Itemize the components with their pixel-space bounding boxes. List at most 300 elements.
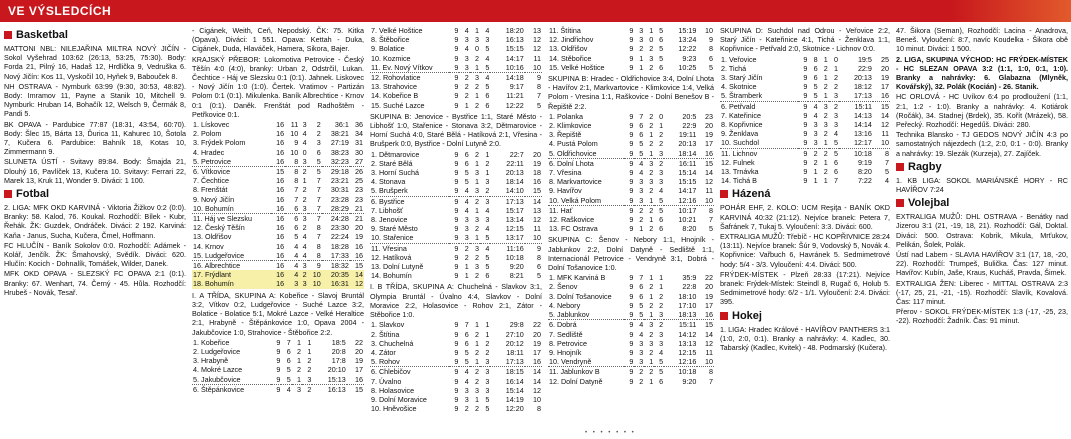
stat-cell: 2 bbox=[302, 194, 307, 204]
team-cell: 5. Oldřichovice bbox=[549, 148, 597, 158]
stat-cell: 10 bbox=[705, 195, 713, 205]
stat-cell: 1 bbox=[297, 374, 302, 384]
table-row bbox=[192, 242, 364, 251]
stat-cell: 12 bbox=[533, 44, 541, 54]
stat-cell: 9 bbox=[454, 44, 459, 54]
stat-cell: 6 bbox=[286, 356, 291, 366]
team-cell: 11. Háj ve Slezsku bbox=[192, 214, 271, 224]
team-cell: 10. Bohumín bbox=[193, 203, 234, 213]
stat-cell: 16 bbox=[276, 203, 285, 213]
stat-cell: 2 bbox=[485, 158, 490, 168]
stat-cell: 3 bbox=[464, 35, 469, 45]
stat-cell: 18:10 bbox=[678, 291, 697, 301]
stat-cell: 5 bbox=[654, 367, 664, 377]
stat-cell: 1 bbox=[639, 62, 644, 72]
stat-cell: 5 bbox=[464, 357, 469, 367]
stat-cell: 19 bbox=[705, 291, 713, 301]
stat-cell: 3 bbox=[475, 262, 480, 272]
stat-cell: 16 bbox=[276, 147, 285, 157]
stat-cell: 2 bbox=[654, 320, 664, 330]
stat-cell: 9 bbox=[454, 158, 459, 168]
team-cell: 1. MFK Karviná B bbox=[549, 273, 606, 283]
stat-cell: 1 bbox=[307, 337, 312, 347]
stat-cell: 5 bbox=[286, 374, 291, 384]
stat-cell: 15 bbox=[697, 158, 714, 168]
table-row bbox=[370, 357, 542, 367]
table-row bbox=[548, 186, 714, 195]
fotbal-results-cont bbox=[192, 26, 364, 119]
stat-cell: 3 bbox=[480, 196, 490, 206]
stat-cell: 2 bbox=[475, 100, 480, 110]
result-paragraph: EXTRALIGA ŽEN: Liberec - MITTAL OSTRAVA 2:3 (-17, 25, 21, -21, -15). Rozhodčí: Slavík, Kovalová. Čas: 117 minut. bbox=[896, 278, 1068, 307]
stat-cell: 9 bbox=[629, 35, 634, 45]
stat-cell: 11 bbox=[881, 129, 889, 139]
stat-cell: 23:30 bbox=[330, 223, 349, 233]
table-row bbox=[370, 206, 542, 215]
table-row bbox=[720, 91, 890, 101]
stat-cell: 5 bbox=[286, 365, 291, 375]
stat-cell: 18:5 bbox=[331, 337, 346, 347]
stat-cell: 6 bbox=[659, 376, 664, 386]
table-row bbox=[720, 148, 890, 158]
table-row bbox=[720, 138, 890, 148]
stat-cell: 9 bbox=[803, 138, 808, 148]
stat-cell: 3 bbox=[659, 310, 664, 320]
table-row bbox=[370, 243, 542, 253]
table-row bbox=[548, 377, 714, 386]
stat-cell: 1 bbox=[475, 357, 480, 367]
stat-cell: 16:31 bbox=[322, 279, 350, 288]
stat-cell: 6 bbox=[464, 329, 469, 339]
stat-cell: 17 bbox=[355, 365, 363, 375]
stat-cell: 1 bbox=[649, 273, 654, 283]
stat-cell: 3 bbox=[659, 329, 664, 339]
stat-cell: 2 bbox=[649, 300, 654, 310]
result-paragraph: 2. LIGA, SKUPINA VÝCHOD: HC FRÝDEK-MÍSTEK - HC SLEZAN OPAVA 3:2 (1:1, 1:0, 0:1, 1:0). Branky a nahrávky: 6. Glabazna (Mlyněk, Kovářský), 32. Polák (Kocián) - 26. Stanik. bbox=[896, 54, 1068, 92]
stat-cell: 9 bbox=[629, 121, 634, 131]
stat-cell: 1 bbox=[823, 73, 828, 83]
stat-cell: 2 bbox=[654, 158, 664, 168]
stat-cell: 3 bbox=[464, 224, 469, 234]
stat-cell: 6 bbox=[639, 130, 644, 140]
table-row bbox=[192, 338, 364, 347]
stat-cell: 16 bbox=[276, 250, 285, 260]
team-cell: 3. Frýdek Polom bbox=[193, 138, 246, 148]
stat-cell: 4 bbox=[659, 347, 664, 357]
team-cell: 12. Hatíková bbox=[371, 252, 412, 262]
table-row bbox=[370, 348, 542, 357]
stat-cell: 9 bbox=[454, 376, 459, 386]
table-row bbox=[548, 330, 714, 339]
stat-cell: 9 bbox=[803, 157, 808, 167]
stat-cell: 23:21 bbox=[330, 176, 349, 186]
stat-cell: 11 bbox=[290, 120, 299, 130]
stat-cell: 9 bbox=[803, 91, 808, 101]
stat-cell: 5 bbox=[464, 347, 469, 357]
team-cell: 8. Kopřivnice bbox=[721, 120, 763, 130]
table-row bbox=[548, 320, 714, 330]
stat-cell: 4 bbox=[833, 129, 838, 139]
stat-cell: 12:20 bbox=[505, 404, 524, 414]
stat-cell: 2 bbox=[649, 168, 654, 178]
stat-cell: 5 bbox=[485, 44, 490, 54]
stat-cell: 20 bbox=[881, 63, 889, 73]
stat-cell: 4 bbox=[285, 270, 299, 279]
table-row bbox=[192, 261, 364, 271]
table-row bbox=[548, 177, 714, 186]
stat-cell: 12 bbox=[705, 177, 713, 187]
stat-cell: 5 bbox=[833, 138, 838, 148]
stat-cell: 3 bbox=[464, 394, 469, 404]
stat-cell: 18:14 bbox=[505, 177, 524, 187]
stat-cell: 27:10 bbox=[505, 329, 524, 339]
team-cell: 14. Tichá B bbox=[721, 176, 757, 186]
stat-cell: 3 bbox=[639, 186, 644, 196]
stat-cell: 3 bbox=[485, 357, 490, 367]
stat-cell: 3 bbox=[833, 91, 838, 101]
stat-cell: 9 bbox=[798, 101, 808, 111]
stat-cell: 9 bbox=[276, 356, 281, 366]
stat-cell: 7 bbox=[639, 273, 644, 283]
stat-cell: 1 bbox=[649, 148, 654, 158]
fotbal-results bbox=[4, 203, 186, 297]
stat-cell: 15:15 bbox=[505, 44, 524, 54]
stat-cell: 5 bbox=[485, 404, 490, 414]
table-row bbox=[370, 168, 542, 177]
table-row bbox=[370, 339, 542, 348]
stat-cell: 3 bbox=[470, 243, 480, 253]
stat-cell: 12:22 bbox=[505, 100, 524, 110]
stat-cell: 16 bbox=[276, 241, 285, 251]
stat-cell: 15:11 bbox=[839, 101, 873, 111]
stat-cell: 17:13 bbox=[490, 196, 524, 206]
stat-cell: 3 bbox=[639, 195, 644, 205]
stat-cell: 9 bbox=[454, 224, 459, 234]
stat-cell: 4 bbox=[634, 158, 644, 168]
stat-cell: 1 bbox=[649, 195, 654, 205]
stat-cell: 3 bbox=[644, 320, 654, 330]
table-row bbox=[720, 167, 890, 176]
stat-cell: 1 bbox=[813, 167, 818, 177]
stat-cell: 0 bbox=[302, 147, 307, 157]
team-cell: 5. Jakubčovice bbox=[193, 374, 241, 384]
result-paragraph: Přerov - SOKOL FRÝDEK-MÍSTEK 1:3 (-17, -25, 23, -22). Rozhodčí: Žadník. Čas: 91 minut. bbox=[896, 307, 1068, 326]
stat-cell: 16 bbox=[355, 374, 363, 384]
stat-cell: 4 bbox=[302, 250, 307, 260]
stat-cell: 15 bbox=[347, 384, 364, 394]
stat-cell: 2 bbox=[297, 365, 302, 375]
stat-cell: 16:14 bbox=[505, 376, 524, 386]
stat-cell: 1 bbox=[485, 168, 490, 178]
stat-cell: 9 bbox=[624, 158, 634, 168]
stat-cell: 5 bbox=[813, 82, 818, 92]
table-row bbox=[370, 404, 542, 413]
stat-cell: 22 bbox=[533, 320, 541, 330]
team-cell: 1. Slavkov bbox=[371, 320, 405, 330]
standings-table bbox=[192, 120, 364, 289]
stat-cell: 2 bbox=[459, 243, 469, 253]
stat-cell: 2 bbox=[639, 215, 644, 225]
stat-cell: 25 bbox=[355, 176, 363, 186]
stat-cell: 9 bbox=[629, 186, 634, 196]
section-basketbal bbox=[4, 28, 186, 42]
stat-cell: 4 bbox=[302, 129, 307, 139]
stat-cell: 19 bbox=[355, 356, 363, 366]
stat-cell: 4 bbox=[302, 138, 307, 148]
table-row bbox=[192, 214, 364, 224]
table-row bbox=[720, 111, 890, 120]
stat-cell: 2 bbox=[464, 252, 469, 262]
stat-cell: 2 bbox=[644, 367, 654, 377]
stat-cell: 12 bbox=[533, 35, 541, 45]
stat-cell: 9 bbox=[454, 233, 459, 243]
stat-cell: 14:13 bbox=[853, 110, 872, 120]
section-heading: Hokej bbox=[732, 309, 762, 322]
stat-cell: 15:11 bbox=[664, 320, 697, 330]
stat-cell: 4 bbox=[480, 73, 490, 83]
team-cell: 3. Horní Suchá bbox=[371, 168, 419, 178]
team-cell: 7. Úvalno bbox=[371, 376, 402, 386]
stat-cell: 3 bbox=[659, 177, 664, 187]
table-row bbox=[548, 357, 714, 367]
stat-cell: 9 bbox=[803, 73, 808, 83]
stat-cell: 3 bbox=[659, 338, 664, 348]
team-cell: 14. Krnov bbox=[193, 241, 224, 251]
stat-cell: 13:16 bbox=[853, 129, 872, 139]
stat-cell: 7 bbox=[316, 194, 321, 204]
team-cell: 13. Dolní Lutyně bbox=[371, 262, 424, 272]
stat-cell: 9 bbox=[308, 261, 322, 271]
stat-cell: 10:18 bbox=[505, 252, 524, 262]
stat-cell: 9 bbox=[803, 82, 808, 92]
stat-cell: 6 bbox=[485, 271, 490, 281]
square-icon bbox=[896, 163, 904, 171]
stat-cell: 6 bbox=[294, 203, 299, 213]
stat-cell: 9 bbox=[294, 138, 299, 148]
stat-cell: 24:28 bbox=[322, 214, 350, 224]
stat-cell: 20:35 bbox=[322, 270, 350, 279]
stat-cell: 8 bbox=[285, 167, 299, 177]
stat-cell: 12 bbox=[705, 338, 713, 348]
stat-cell: 28:29 bbox=[330, 203, 349, 213]
stat-cell: 18:15 bbox=[490, 367, 524, 377]
stat-cell: 1 bbox=[485, 329, 490, 339]
stat-cell: 15:19 bbox=[678, 26, 697, 35]
stat-cell: 4 bbox=[294, 250, 299, 260]
stat-cell: 14:18 bbox=[490, 73, 524, 83]
team-cell: 6. Vítkovice bbox=[192, 167, 271, 177]
result-paragraph: 2. LIGA: MFK OKD KARVINÁ - Viktoria Žižkov 0:2 (0:0). Branky: 58. Kalod, 76. Koukal. Rozhodčí: Bílek - Kubr, Řehák. ŽK: Guzdek, Ondráček. Diváci: 2 192. Karviná: Kaňa - Janus, Sucha, Kučera, Čmel, Hoffmann. bbox=[4, 203, 186, 240]
stat-cell: 11:16 bbox=[490, 243, 524, 253]
section-title: VE VÝSLEDCÍCH bbox=[8, 4, 112, 18]
stat-cell: 21 bbox=[350, 214, 364, 224]
table-row bbox=[720, 158, 890, 167]
team-cell: 17. Frýdlant bbox=[192, 270, 271, 279]
stat-cell: 16 bbox=[705, 310, 713, 320]
stat-cell: 16 bbox=[276, 138, 285, 148]
stat-cell: 5 bbox=[659, 195, 664, 205]
team-cell: 13. Oldřišov bbox=[193, 232, 232, 242]
stat-cell: 9 bbox=[276, 365, 281, 375]
table-row bbox=[370, 253, 542, 262]
stat-cell: 9 bbox=[454, 149, 459, 159]
stat-cell: 16 bbox=[276, 223, 285, 233]
stat-cell: 11:21 bbox=[506, 91, 524, 101]
result-paragraph: POHÁR EHF, 2. KOLO: UCM Reşiţa - BANÍK OKD KARVINÁ 40:32 (21:12). Nejvíce branek: Petera 7, Šafránek 7, Tukaj 5. Vyloučení: 3:3. Diváci: 600. bbox=[720, 203, 890, 231]
stat-cell: 8 bbox=[316, 223, 321, 233]
team-cell: 6. Petřvald bbox=[720, 101, 798, 111]
team-cell: 1. Kobeřice bbox=[193, 337, 230, 347]
stat-cell: 1 bbox=[649, 215, 654, 225]
team-cell: 8. Markvartovice bbox=[549, 177, 602, 187]
stat-cell: 2 bbox=[475, 82, 480, 92]
stat-cell: 1 bbox=[813, 176, 818, 186]
stat-cell: 9 bbox=[454, 262, 459, 272]
stat-cell: 2 bbox=[299, 167, 307, 177]
stat-cell: 11 bbox=[533, 224, 541, 234]
result-paragraph: I. B TŘÍDA, SKUPINA A: Chuchelná - Slavkov 3:1, Olympia Bruntál - Úvalno 4:4, Slavkov - Dolní Moravice 2:2, Holasovice - Rohov 2:1, Zátor - Stěbořice 1:0. bbox=[370, 282, 542, 320]
stat-cell: 10:18 bbox=[839, 148, 873, 158]
stat-cell: 14 bbox=[881, 110, 889, 120]
stat-cell: 1 bbox=[302, 176, 307, 186]
stat-cell: 6 bbox=[485, 100, 490, 110]
team-cell: 6. Štěpánkovice bbox=[192, 384, 271, 394]
stat-cell: 6 bbox=[464, 158, 469, 168]
team-cell: 2. Polom bbox=[193, 129, 222, 139]
table-row bbox=[370, 54, 542, 63]
stat-cell: 6 bbox=[833, 157, 838, 167]
stat-cell: 1 bbox=[475, 91, 480, 101]
stat-cell: 5 bbox=[639, 310, 644, 320]
stat-cell: 9 bbox=[624, 320, 634, 330]
table-row bbox=[548, 168, 714, 177]
team-cell: 8. Štěbořice bbox=[371, 35, 410, 45]
standings-table bbox=[370, 26, 542, 110]
stat-cell: 3 bbox=[302, 203, 307, 213]
stat-cell: 16:11 bbox=[664, 158, 697, 168]
stat-cell: 2 bbox=[302, 185, 307, 195]
stat-cell: 20 bbox=[533, 329, 541, 339]
standings-table bbox=[720, 55, 890, 186]
stat-cell: 9 bbox=[525, 243, 542, 253]
stat-cell: 11 bbox=[533, 53, 541, 63]
team-cell: 2. Ludgeřovice bbox=[193, 346, 241, 356]
table-row bbox=[192, 157, 364, 167]
table-row bbox=[720, 176, 890, 185]
section-heading: Fotbal bbox=[16, 188, 49, 201]
table-row bbox=[548, 205, 714, 215]
section-fotbal bbox=[4, 187, 186, 201]
stat-cell: 9 bbox=[629, 26, 634, 35]
table-row bbox=[192, 167, 364, 177]
stat-cell: 10 bbox=[533, 233, 541, 243]
table-row bbox=[370, 44, 542, 53]
team-cell: 1. Lískovec bbox=[193, 120, 230, 130]
stat-cell: 1 bbox=[475, 394, 480, 404]
stat-cell: 1 bbox=[475, 158, 480, 168]
stat-cell: 2 bbox=[459, 73, 469, 83]
stat-cell: 17:10 bbox=[678, 300, 697, 310]
stat-cell: 2 bbox=[649, 186, 654, 196]
stat-cell: 5 bbox=[537, 271, 541, 281]
stat-cell: 2 bbox=[819, 148, 829, 158]
stat-cell: 3 bbox=[644, 158, 654, 168]
stat-cell: 9 bbox=[629, 347, 634, 357]
team-cell: 9. Dolní Moravice bbox=[371, 394, 427, 404]
result-paragraph: 1. LIGA: Hradec Králové - HAVÍŘOV PANTHERS 3:1 (1:0, 2:0, 0:1). Branky a nahrávky: 4. Kadlec, 30. Tabarský (Kadlec, Kvitek) - 48. Podmarský (Kučera). bbox=[720, 324, 890, 353]
stat-cell: 5 bbox=[294, 232, 299, 242]
stat-cell: 16 bbox=[705, 148, 713, 158]
stat-cell: 19:5 bbox=[857, 54, 872, 64]
stat-cell: 9 bbox=[454, 357, 459, 367]
team-cell: 14. Bohumín bbox=[371, 271, 412, 281]
stat-cell: 7:22 bbox=[857, 176, 872, 186]
stat-cell: 20 bbox=[533, 149, 541, 159]
table-row bbox=[720, 101, 890, 111]
stat-cell: 3 bbox=[813, 120, 818, 130]
stat-cell: 16 bbox=[276, 176, 285, 186]
stat-cell: 3 bbox=[833, 120, 838, 130]
stat-cell: 1 bbox=[307, 346, 312, 356]
stat-cell: 16 bbox=[271, 214, 285, 224]
stat-cell: 4 bbox=[885, 176, 889, 186]
stat-cell: 1 bbox=[823, 54, 828, 64]
stat-cell: 1 bbox=[475, 26, 480, 35]
stat-cell: 7 bbox=[639, 111, 644, 121]
stat-cell: 12 bbox=[533, 385, 541, 395]
stat-cell: 10 bbox=[308, 270, 322, 279]
basket-results bbox=[4, 44, 186, 185]
stat-cell: 4 bbox=[485, 53, 490, 63]
stat-cell: 1 bbox=[297, 356, 302, 366]
result-paragraph: - Cigánek, Weith, Ceň, Nepodský. ČK: 75. Kitka (Opava). Diváci: 1 551. Opava: Kettah - Duka, Cigánek, Duda, Hlaváček, Hamera, Sikora, Bajer. bbox=[192, 26, 364, 54]
stat-cell: 4 bbox=[639, 168, 644, 178]
stat-cell: 2 bbox=[634, 205, 644, 215]
stat-cell: 9:20 bbox=[509, 262, 524, 272]
stat-cell: 3 bbox=[639, 357, 644, 367]
team-cell: 7. Libhošť bbox=[371, 205, 403, 215]
stat-cell: 1 bbox=[485, 320, 490, 330]
stat-cell: 15:14 bbox=[678, 168, 697, 178]
stat-cell: 4 bbox=[302, 241, 307, 251]
team-cell: 3. Starý Jičín bbox=[721, 73, 763, 83]
stat-cell: 9:23 bbox=[682, 53, 697, 63]
stat-cell: 13:14 bbox=[505, 215, 524, 225]
stat-cell: 9 bbox=[629, 139, 634, 149]
stat-cell: 9 bbox=[454, 329, 459, 339]
stat-cell: 9 bbox=[629, 111, 634, 121]
stat-cell: 26 bbox=[350, 167, 364, 177]
stat-cell: 16 bbox=[271, 261, 285, 271]
table-row bbox=[370, 63, 542, 73]
stat-cell: 6 bbox=[316, 147, 321, 157]
stat-cell: 9 bbox=[629, 291, 634, 301]
stat-cell: 10 bbox=[290, 147, 299, 157]
team-cell: 3. Dolní Tošanovice bbox=[549, 291, 612, 301]
table-row bbox=[548, 130, 714, 139]
table-row bbox=[370, 82, 542, 91]
stat-cell: 1 bbox=[823, 157, 828, 167]
stat-cell: 2 bbox=[297, 346, 302, 356]
standings-table bbox=[548, 26, 714, 72]
section-ragby bbox=[896, 160, 1068, 174]
stat-cell: 9 bbox=[803, 63, 808, 73]
stat-cell: 9 bbox=[454, 53, 459, 63]
table-row bbox=[370, 35, 542, 44]
team-cell: 11. Lichnov bbox=[720, 148, 798, 158]
stat-cell: 20:8 bbox=[331, 346, 346, 356]
stat-cell: 8 bbox=[316, 250, 321, 260]
